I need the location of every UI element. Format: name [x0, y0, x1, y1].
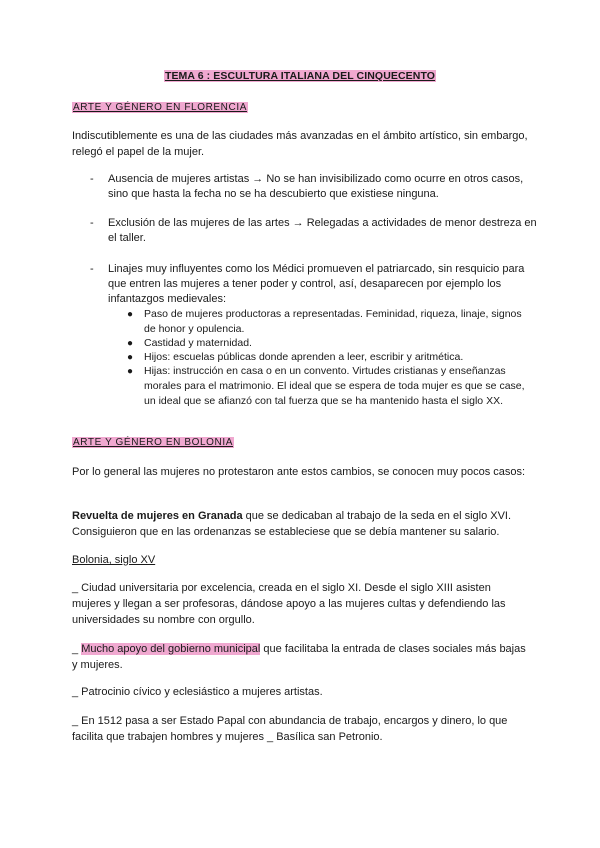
- section-heading-florencia: ARTE Y GÉNERO EN FLORENCIA: [73, 102, 247, 113]
- bullet-item: [90, 172, 540, 202]
- revuelta-paragraph: [72, 508, 532, 540]
- bolonia-intro: Por lo general las mujeres no protestaron ante estos cambios, se conocen muy pocos casos:: [72, 466, 526, 478]
- document-title-text: TEMA 6 : ESCULTURA ITALIANA DEL CINQUECENTO: [164, 70, 436, 82]
- section-heading-bolonia: ARTE Y GÉNERO EN BOLONIA: [73, 437, 234, 448]
- bolonia-paragraph-4: _ En 1512 pasa a ser Estado Papal con abundancia de trabajo, encargos y dinero, lo que facilita que trabajen hombres y mujeres _ Basílica san Petronio.: [72, 715, 508, 743]
- sub-bullet-text: Hijos: escuelas públicas donde aprenden a leer, escribir y aritmética.: [144, 351, 464, 363]
- highlighted-phrase: Mucho apoyo del gobierno municipal: [81, 643, 261, 655]
- bolonia-paragraph-3: _ Patrocinio cívico y eclesiástico a mujeres artistas.: [72, 686, 323, 698]
- sub-bullet-item: [127, 307, 532, 337]
- sub-bullet-item: [127, 364, 532, 409]
- dash-marker: -: [90, 173, 94, 185]
- dot-marker: ●: [127, 366, 134, 377]
- dot-marker: ●: [127, 338, 134, 349]
- sub-bullet-text: Castidad y maternidad.: [144, 337, 252, 349]
- bolonia-paragraph-1: _ Ciudad universitaria por excelencia, creada en el siglo XI. Desde el siglo XIII asisten mujeres y llegan a ser profesoras, dándose apoyo a las mujeres cultas y defendiendo las universidades su nombre con orgullo.: [72, 582, 506, 626]
- revuelta-bold: Revuelta de mujeres en Granada: [72, 510, 243, 522]
- bolonia-paragraph-2: _ Mucho apoyo del gobierno municipal que facilitaba la entrada de clases sociales más bajas y mujeres.: [72, 643, 526, 671]
- dot-marker: ●: [127, 309, 134, 320]
- bolonia-subheading: Bolonia, siglo XV: [72, 554, 156, 566]
- sub-bullet-text: Hijas: instrucción en casa o en un convento. Virtudes cristianas y enseñanzas morales para el matrimonio. El ideal que se espera de toda mujer es que se case, un ideal que se afianzó con tal fuerza que se ha mantenido hasta el siglo XX.: [144, 365, 525, 407]
- sub-bullet-text: Paso de mujeres productoras a representadas. Feminidad, riqueza, linaje, signos de honor y opulencia.: [144, 308, 522, 335]
- bullet-text: Linajes muy influyentes como los Médici promueven el patriarcado, sin resquicio para que entren las mujeres a tener poder y control, así, desaparecen por ejemplo los infantazgos medievales:: [108, 263, 525, 305]
- sub-bullet-item: [127, 336, 532, 351]
- sub-bullet-item: [127, 350, 532, 365]
- bullet-text: Exclusión de las mujeres de las artes → Relegadas a actividades de menor destreza en el taller.: [108, 217, 537, 244]
- dash-marker: -: [90, 263, 94, 275]
- bullet-item: [90, 216, 540, 246]
- bullet-text: Ausencia de mujeres artistas → No se han invisibilizado como ocurre en otros casos, sino que hasta la fecha no se ha descubierto que existiese ninguna.: [108, 173, 524, 200]
- document-title: [0, 70, 600, 82]
- florencia-intro: Indiscutiblemente es una de las ciudades más avanzadas en el ámbito artístico, sin embargo, relegó el papel de la mujer.: [72, 130, 528, 158]
- dash-marker: -: [90, 217, 94, 229]
- revuelta-text: que se dedicaban al trabajo de la seda en el siglo XVI. Consiguieron que en las ordenanzas se estableciese que se debía mantener su salario.: [72, 510, 512, 538]
- dot-marker: ●: [127, 352, 134, 363]
- bullet-item: [90, 262, 540, 307]
